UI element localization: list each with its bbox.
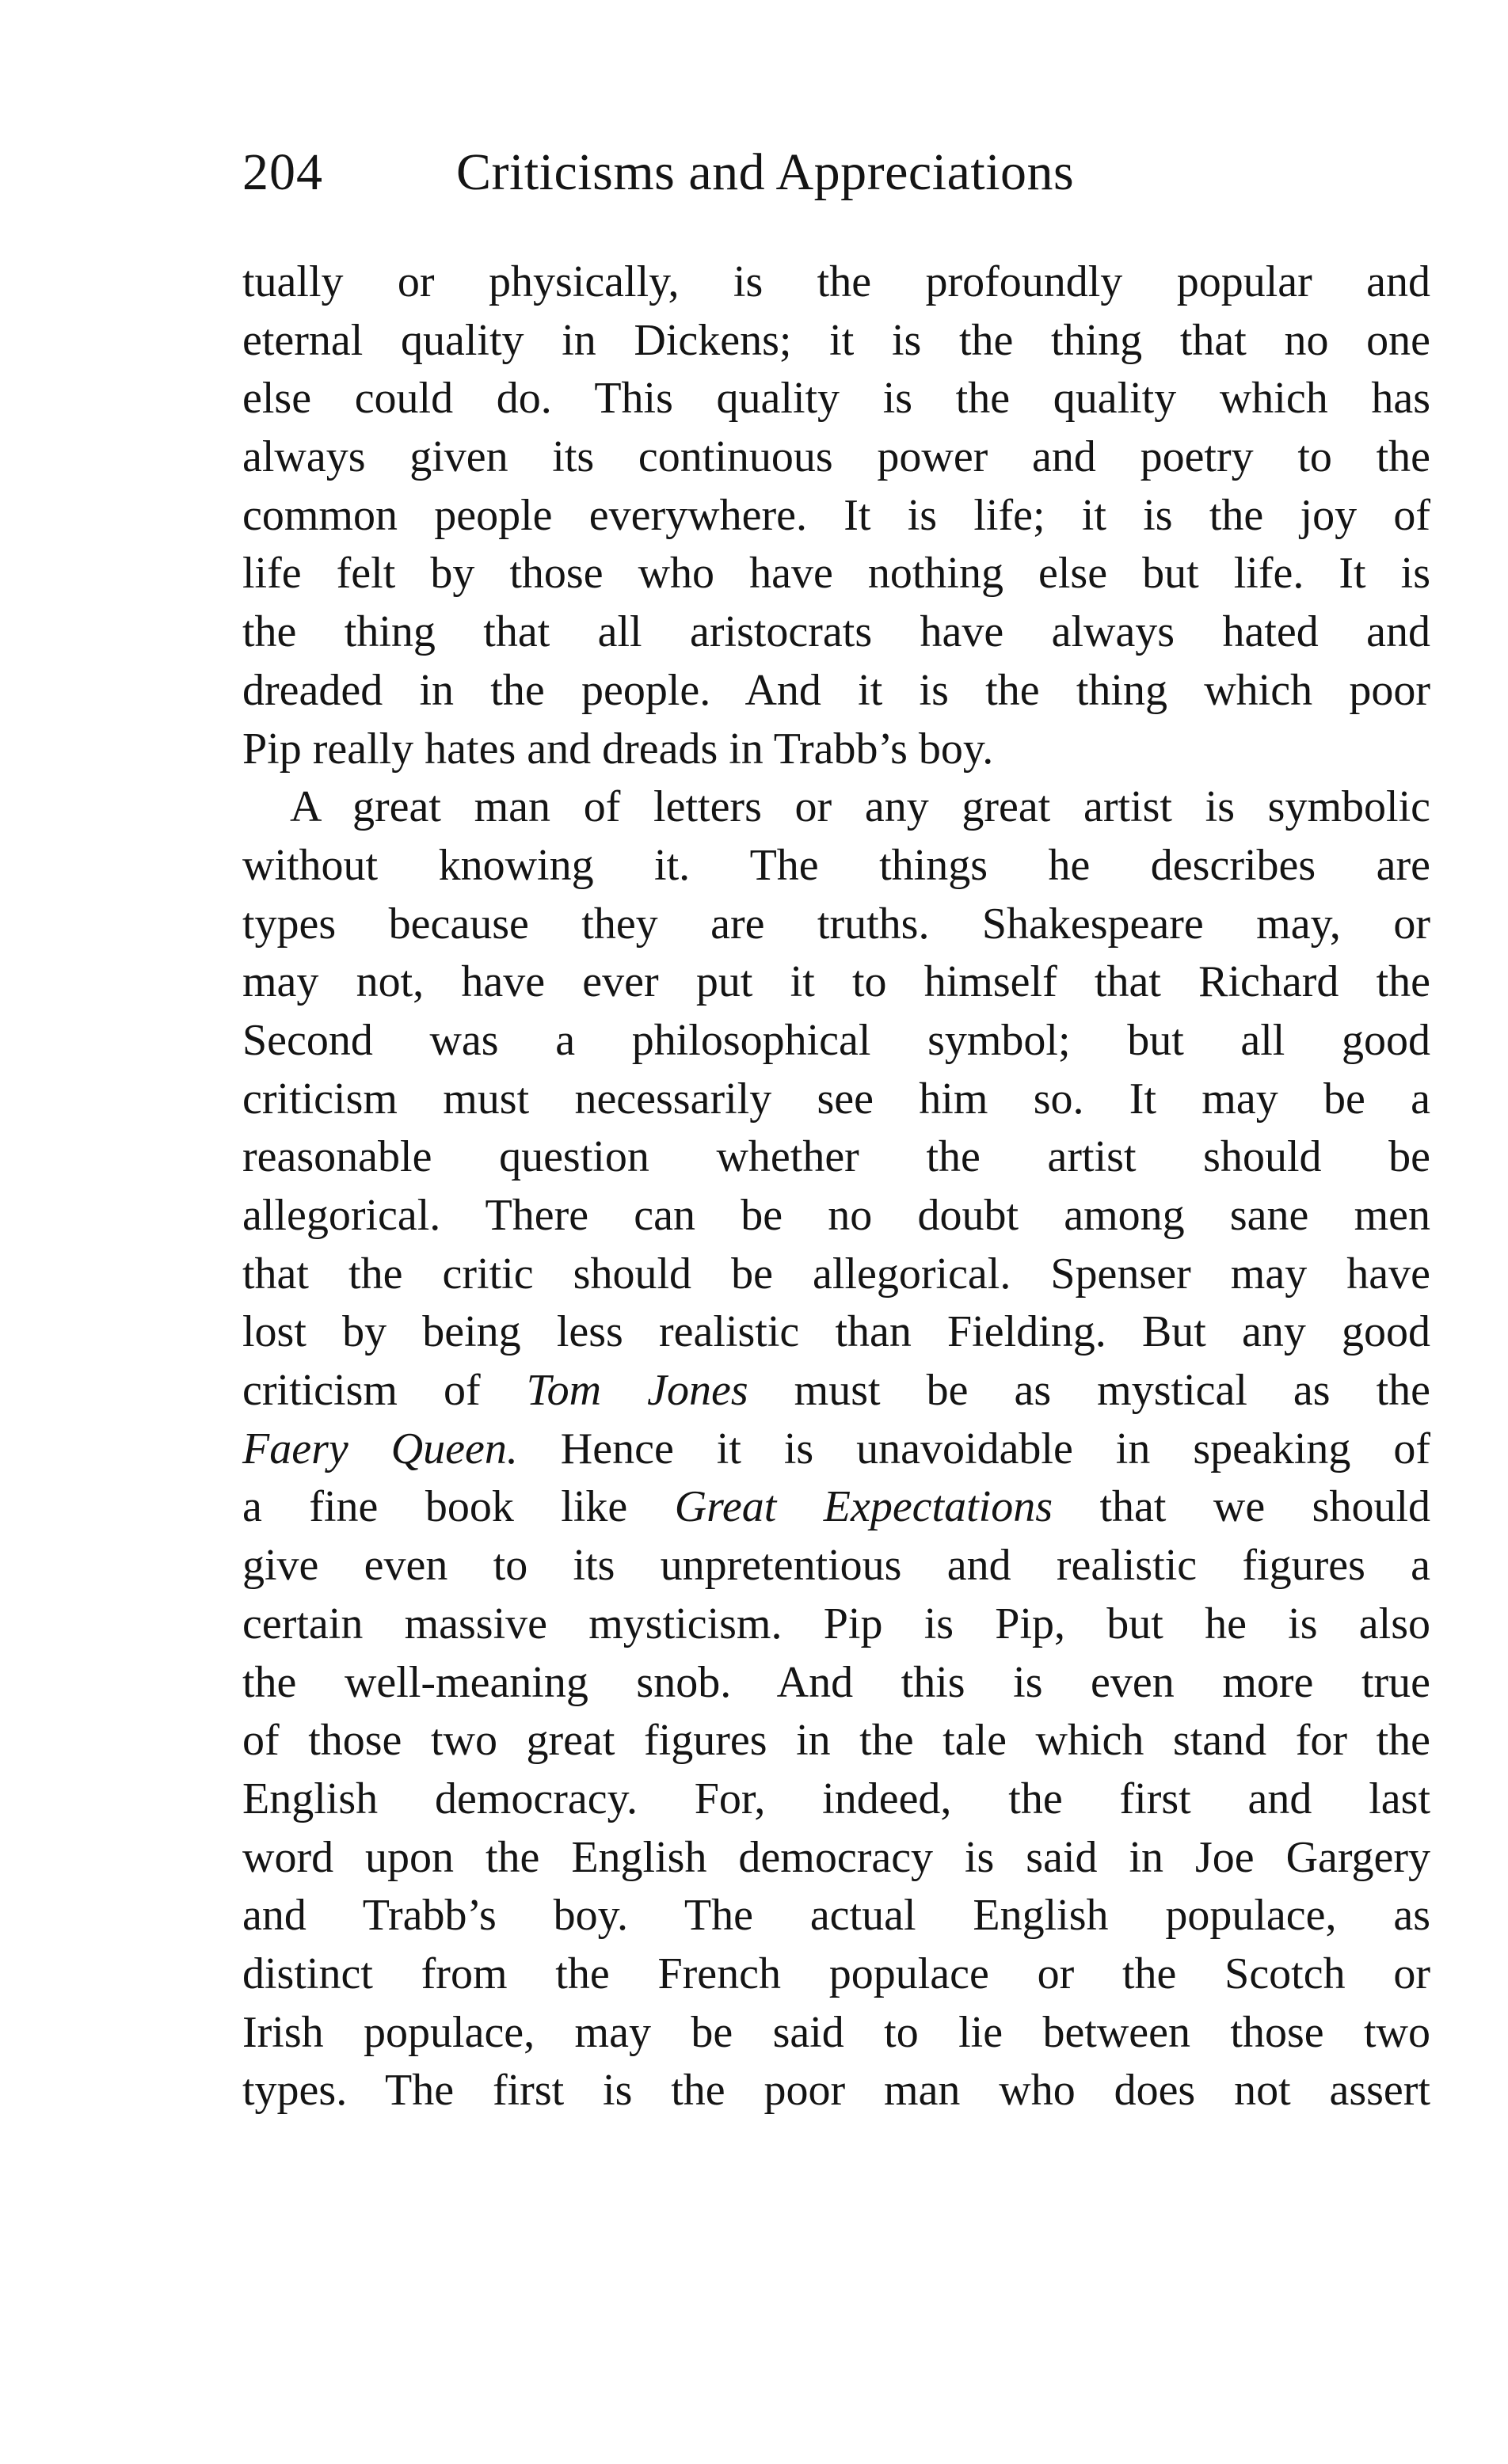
page-header [242, 133, 1430, 212]
text-line: English democracy. For, indeed, the first and last [242, 1774, 1430, 1823]
text-line: word upon the English democracy is said in Joe Gargery [242, 1832, 1430, 1882]
text-line: the thing that all aristocrats have always hated and [242, 607, 1430, 657]
text-line: types. The first is the poor man who does not assert [242, 2066, 1430, 2116]
text-line: allegorical. There can be no doubt among sane men [242, 1191, 1430, 1240]
text-line: life felt by those who have nothing else but life. It is [242, 549, 1430, 599]
text-line: eternal quality in Dickens; it is the thing that no one [242, 315, 1430, 365]
book-title-great-expectations: Great Expectations [674, 1482, 1053, 1532]
text-line: dreaded in the people. And it is the thing which poor [242, 665, 1430, 715]
text-line: Second was a philosophical symbol; but all good [242, 1015, 1430, 1065]
text-line: criticism must necessarily see him so. It may be a [242, 1074, 1430, 1124]
text-line: without knowing it. The things he describes are [242, 840, 1430, 890]
book-title-tom-jones: Tom Jones [526, 1366, 748, 1416]
text-line: and Trabb’s boy. The actual English populace, as [242, 1891, 1430, 1941]
paragraph-2 [242, 778, 1430, 2120]
page-number: 204 [242, 143, 323, 201]
text-run: Hence it is unavoidable in speaking of [517, 1424, 1430, 1473]
text-run: a fine book like [242, 1482, 675, 1532]
text-line: give even to its unpretentious and realistic figures a [242, 1541, 1430, 1591]
body-text [242, 253, 1430, 2120]
text-line: reasonable question whether the artist should be [242, 1132, 1430, 1182]
text-line: tually or physically, is the profoundly popular and [242, 257, 1430, 306]
text-line: certain massive mysticism. Pip is Pip, but he is also [242, 1599, 1430, 1648]
text-line: Pip really hates and dreads in Trabb’s boy. [242, 724, 994, 774]
running-title: Criticisms and Appreciations [456, 143, 1075, 201]
text-line: that the critic should be allegorical. Spenser may have [242, 1249, 1430, 1299]
text-line: A great man of letters or any great artist is symbolic [290, 782, 1430, 832]
text-run: must be as mystical as the [748, 1366, 1431, 1416]
text-line: distinct from the French populace or the Scotch or [242, 1949, 1430, 1998]
text-line: else could do. This quality is the quality which has [242, 374, 1430, 424]
text-line: types because they are truths. Shakespeare may, or [242, 899, 1430, 949]
text-line [242, 1420, 1430, 1479]
text-run: that we should [1053, 1482, 1431, 1532]
text-line: the well-meaning snob. And this is even more true [242, 1657, 1430, 1707]
paragraph-1 [242, 253, 1430, 778]
text-line: common people everywhere. It is life; it is the joy of [242, 490, 1430, 540]
text-line: always given its continuous power and poetry to the [242, 432, 1430, 482]
book-title-faery-queen: Faery Queen. [242, 1424, 518, 1473]
text-line: may not, have ever put it to himself that Richard the [242, 957, 1430, 1007]
text-line [242, 1478, 1430, 1537]
text-line: Irish populace, may be said to lie between those two [242, 2007, 1430, 2057]
text-line [242, 1362, 1430, 1420]
text-line: lost by being less realistic than Fielding. But any good [242, 1307, 1430, 1357]
text-run: criticism of [242, 1366, 527, 1416]
text-line: of those two great figures in the tale which stand for the [242, 1716, 1430, 1766]
